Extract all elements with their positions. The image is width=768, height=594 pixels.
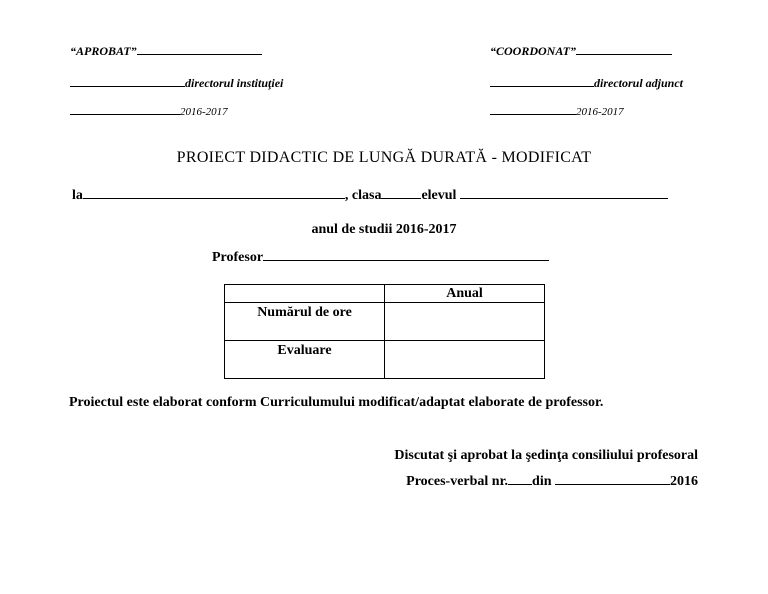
- council-approval: Discutat şi aprobat la şedinţa consiliului profesoral: [394, 448, 698, 463]
- elevul-blank: [460, 188, 668, 199]
- minutes-line: [406, 474, 698, 490]
- from-label: din: [532, 474, 552, 489]
- minutes-number-blank: [508, 474, 532, 485]
- table-row: [225, 303, 545, 341]
- table-header-annual: Anual: [385, 285, 545, 303]
- coordinated-blank: [576, 44, 672, 55]
- right-year-blank: [490, 104, 576, 115]
- table-row-label-evaluation: Evaluare: [225, 341, 385, 379]
- clasa-label: , clasa: [344, 188, 382, 203]
- deputy-line: [490, 76, 683, 91]
- class-student-line: [72, 188, 668, 204]
- page-title: PROIECT DIDACTIC DE LUNGĂ DURATĂ - MODIFICAT: [176, 149, 592, 166]
- right-year-line: [490, 104, 624, 118]
- teacher-label: Profesor: [212, 250, 264, 265]
- table-cell-evaluation-value: [385, 341, 545, 379]
- deputy-blank: [490, 76, 594, 87]
- table-header-empty-cell: [225, 285, 385, 303]
- project-statement: Proiectul este elaborat conform Curriculumului modificat/adaptat elaborate de professor.: [69, 395, 604, 410]
- elevul-label: elevul: [421, 188, 457, 203]
- teacher-line: [212, 250, 549, 266]
- director-line: [70, 76, 283, 91]
- hours-table: [224, 284, 545, 379]
- table-cell-hours-value: [385, 303, 545, 341]
- director-blank: [70, 76, 185, 87]
- left-year-line: [70, 104, 228, 118]
- table-row: [225, 341, 545, 379]
- right-year: 2016-2017: [576, 106, 624, 118]
- director-role: directorul instituţiei: [185, 76, 284, 90]
- approved-label: “APROBAT”: [70, 44, 137, 58]
- la-label: la: [72, 188, 83, 203]
- teacher-blank: [263, 250, 549, 261]
- approved-line: [70, 44, 262, 59]
- clasa-blank: [381, 188, 421, 199]
- table-header-row: [225, 285, 545, 303]
- date-blank: [555, 474, 670, 485]
- coordinated-line: [490, 44, 672, 59]
- table-row-label-hours: Numărul de ore: [225, 303, 385, 341]
- left-year: 2016-2017: [180, 106, 228, 118]
- left-year-blank: [70, 104, 180, 115]
- deputy-role: directorul adjunct: [594, 76, 684, 90]
- approved-blank: [137, 44, 262, 55]
- minutes-label: Proces-verbal nr.: [406, 474, 509, 489]
- minutes-year: 2016: [670, 474, 698, 489]
- coordinated-label: “COORDONAT”: [490, 44, 577, 58]
- study-year: anul de studii 2016-2017: [311, 222, 457, 237]
- la-blank: [83, 188, 345, 199]
